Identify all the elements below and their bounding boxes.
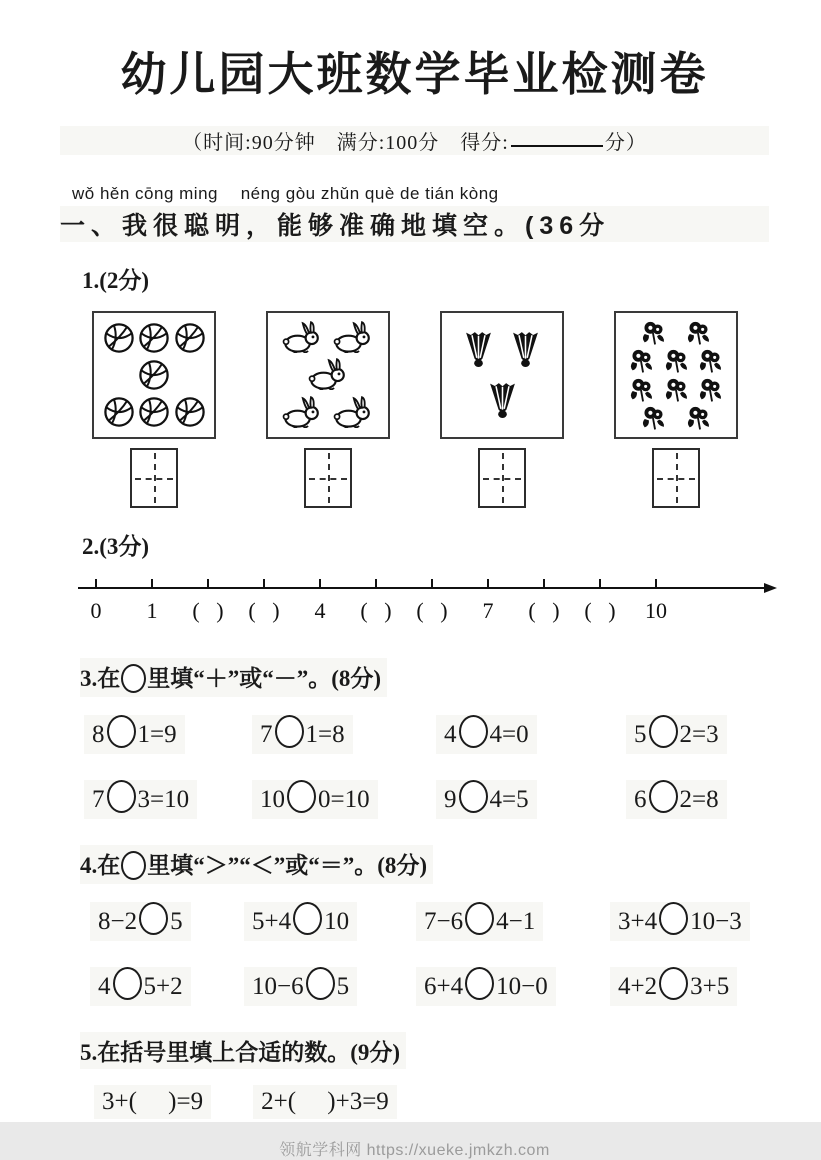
equation-left: 7−6 [424, 907, 464, 935]
picture-row [621, 376, 731, 403]
equation-item [416, 902, 543, 941]
equation-right: 3+5 [690, 972, 730, 1000]
equation-left: 5+4 [252, 907, 292, 935]
meta-text-pre: （时间:90分钟 满分:100分 得分: [182, 132, 509, 154]
equation-left: 3+4 [618, 907, 658, 935]
q4-heading-circle [121, 851, 146, 880]
flower-icon [640, 319, 667, 346]
flower-icon [628, 376, 655, 403]
q1-column-basketball [92, 311, 216, 508]
basketball-icon [174, 322, 206, 354]
picture-row [621, 347, 731, 374]
flower-icon [697, 376, 724, 403]
equation-item [252, 780, 378, 819]
score-blank-line [511, 143, 603, 147]
equation-right: 10 [324, 907, 350, 935]
svg-text:( ): ( ) [192, 598, 224, 623]
svg-text:( ): ( ) [584, 598, 616, 623]
flower-icon [697, 347, 724, 374]
equation-item [416, 967, 556, 1006]
flower-icon [663, 347, 690, 374]
page-title: 幼儿园大班数学毕业检测卷 [120, 47, 709, 101]
equation-left: 8 [92, 720, 105, 748]
fill-circle [107, 780, 136, 813]
picture-row [99, 359, 209, 391]
rabbit-icon [281, 396, 324, 430]
fill-circle [465, 902, 494, 935]
equation-right: 4=0 [489, 720, 529, 748]
basketball-icon [138, 396, 170, 428]
rabbit-icon [332, 396, 375, 430]
equation-item [84, 715, 185, 754]
picture-row [621, 319, 731, 346]
picture-box-rabbit [266, 311, 390, 439]
shuttlecock-icon [463, 330, 494, 369]
flower-icon [628, 347, 655, 374]
equation-left: 8−2 [98, 907, 138, 935]
flower-icon [685, 404, 712, 431]
picture-box-flower [614, 311, 738, 439]
shuttlecock-icon [510, 330, 541, 369]
equation-item [610, 967, 737, 1006]
equation-left: 7 [260, 720, 273, 748]
section-pinyin: wǒ hěn cōng ming néng gòu zhǔn què de tián kòng [72, 184, 499, 203]
q1-label: 1.(2分) [82, 268, 150, 293]
rabbit-icon [281, 321, 324, 355]
q2-number-line-wrap [76, 573, 769, 632]
basketball-icon [138, 322, 170, 354]
fill-circle [465, 967, 494, 1000]
shuttlecock-icon [487, 381, 518, 420]
svg-text:( ): ( ) [528, 598, 560, 623]
fill-circle [649, 780, 678, 813]
equation-right: 0=10 [318, 785, 370, 813]
q4-heading [80, 845, 433, 884]
svg-text:( ): ( ) [416, 598, 448, 623]
q1-items-row [92, 311, 738, 508]
fill-circle [659, 967, 688, 1000]
equation-item [610, 902, 750, 941]
picture-row [273, 396, 383, 430]
picture-row [447, 330, 557, 369]
equation-right: 10−0 [496, 972, 548, 1000]
equation-right: 4=5 [489, 785, 529, 813]
section-one-heading: 一、我很聪明，能够准确地填空。(36分 [60, 206, 769, 242]
q1-column-rabbit [266, 311, 390, 508]
footer-watermark: 领航学科网 https://xueke.jmkzh.com [279, 1142, 550, 1160]
svg-text:10: 10 [645, 598, 667, 623]
rabbit-icon [332, 321, 375, 355]
q3-heading-circle [121, 664, 146, 693]
equation-left: 10 [260, 785, 285, 813]
basketball-icon [138, 359, 170, 391]
equation-right: 5 [170, 907, 183, 935]
svg-text:( ): ( ) [248, 598, 280, 623]
equation-left: 6 [634, 785, 647, 813]
picture-row [99, 322, 209, 354]
equation-item [90, 902, 191, 941]
equation-right: 2=3 [679, 720, 719, 748]
flower-icon [685, 319, 712, 346]
svg-text:4: 4 [314, 598, 326, 623]
equation-item [244, 967, 357, 1006]
equation-right: 3=10 [137, 785, 190, 813]
q3-heading-text-post: 里填“＋”或“－”。(8分) [147, 666, 382, 691]
svg-text:1: 1 [146, 598, 158, 623]
equation-left: 4+2 [618, 972, 658, 1000]
picture-row [447, 381, 557, 420]
meta-text-post: 分） [604, 132, 647, 154]
fill-circle [113, 967, 142, 1000]
picture-box-basketball [92, 311, 216, 439]
equation-item [252, 715, 353, 754]
equation-right: 1=8 [305, 720, 345, 748]
picture-row [273, 321, 383, 355]
picture-row [99, 396, 209, 428]
equation-left: 4 [98, 972, 111, 1000]
svg-text:0: 0 [90, 598, 102, 623]
fill-circle [649, 715, 678, 748]
equation-item [84, 780, 197, 819]
fill-circle [275, 715, 304, 748]
answer-grid-box [478, 448, 526, 508]
flower-icon [663, 376, 690, 403]
flower-icon [640, 404, 667, 431]
fill-circle [139, 902, 168, 935]
q3-grid [60, 715, 769, 819]
q3-heading [80, 658, 387, 697]
equation-item [436, 780, 537, 819]
fill-circle [459, 715, 488, 748]
svg-text:( ): ( ) [360, 598, 392, 623]
answer-grid-box [130, 448, 178, 508]
equation-right: 1=9 [137, 720, 177, 748]
equation-left: 10−6 [252, 972, 304, 1000]
equation-item [626, 715, 727, 754]
picture-row [273, 358, 383, 392]
rabbit-icon [307, 358, 350, 392]
number-line [76, 573, 780, 627]
fill-circle [306, 967, 335, 1000]
q5-row [60, 1085, 769, 1119]
fill-circle [287, 780, 316, 813]
q4-grid [60, 902, 769, 1006]
basketball-icon [174, 396, 206, 428]
answer-grid-box [304, 448, 352, 508]
equation-item [90, 967, 191, 1006]
q5-heading: 5.在括号里填上合适的数。(9分) [80, 1032, 406, 1069]
basketball-icon [103, 396, 135, 428]
equation-right: 5+2 [143, 972, 183, 1000]
picture-row [621, 404, 731, 431]
q3-heading-text-pre: 3.在 [80, 666, 121, 691]
answer-grid-box [652, 448, 700, 508]
fill-circle [659, 902, 688, 935]
equation-left: 5 [634, 720, 647, 748]
fill-circle [107, 715, 136, 748]
equation-left: 9 [444, 785, 457, 813]
equation-left: 6+4 [424, 972, 464, 1000]
equation-left: 4 [444, 720, 457, 748]
equation-right: 5 [336, 972, 350, 1000]
picture-box-shuttlecock [440, 311, 564, 439]
q4-heading-text-pre: 4.在 [80, 853, 121, 879]
q4-heading-text-post: 里填“＞”“＜”或“＝”。(8分) [147, 853, 428, 879]
equation-item [436, 715, 537, 754]
svg-text:7: 7 [482, 598, 494, 623]
equation-right: 2=8 [679, 785, 719, 813]
equation-item [626, 780, 727, 819]
fill-circle [459, 780, 488, 813]
q1-column-shuttlecock [440, 311, 564, 508]
equation-right: 10−3 [690, 907, 742, 935]
q1-column-flower [614, 311, 738, 508]
exam-meta-line [60, 126, 769, 155]
q2-label: 2.(3分) [82, 534, 150, 559]
fill-circle [293, 902, 322, 935]
fill-blank-item: 3+( )=9 [94, 1085, 211, 1119]
equation-right: 4−1 [496, 907, 536, 935]
basketball-icon [103, 322, 135, 354]
fill-blank-item: 2+( )+3=9 [253, 1085, 397, 1119]
equation-item [244, 902, 357, 941]
equation-left: 7 [92, 785, 105, 813]
